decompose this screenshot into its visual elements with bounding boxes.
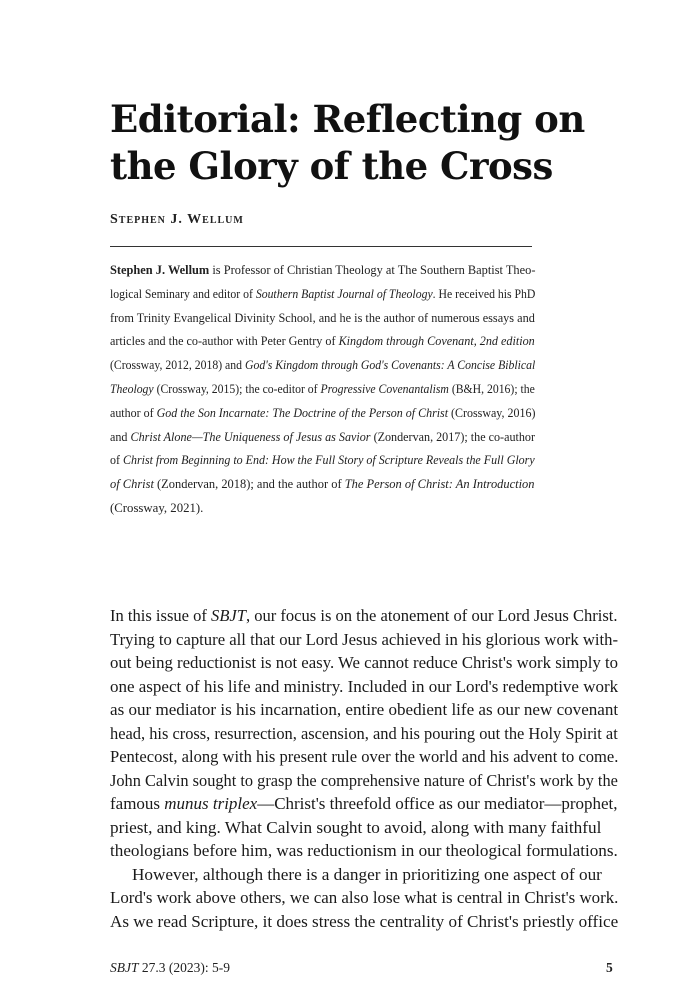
article-title (110, 96, 630, 190)
bio-line: and Christ Alone—The Uniqueness of Jesus as Savior (Zondervan, 2017); the co-author (110, 429, 536, 444)
book-title: Progressive Covenantalism (320, 381, 449, 396)
bio-line: Theology (Crossway, 2015); the co-editor of Progressive Covenantalism (B&H, 2016); the (110, 381, 535, 396)
body-line: As we read Scripture, it does stress the centrality of Christ's priestly office (110, 911, 619, 931)
footer-citation: SBJT 27.3 (2023): 5-9 (110, 960, 230, 975)
divider-rule (110, 246, 532, 247)
book-title: Theology (110, 381, 154, 396)
body-line: Trying to capture all that our Lord Jesus achieved in his glorious work with- (110, 629, 619, 649)
book-title: Kingdom through Covenant, 2nd edition (338, 334, 535, 349)
body-line: as our mediator is his incarnation, entire obedient life as our new covenant (110, 700, 619, 719)
bio-line: of Christ from Beginning to End: How the Full Story of Scripture Reveals the Full Glory (110, 453, 535, 468)
title-line-1: Editorial: Reflecting on (110, 97, 585, 141)
article-body (110, 604, 618, 933)
book-title: God the Son Incarnate: The Doctrine of the Person of Christ (156, 405, 449, 420)
body-line: out being reductionist is not easy. We cannot reduce Christ's work simply to (110, 653, 619, 672)
body-line: Pentecost, along with his present rule over the world and his advent to come. (110, 747, 619, 766)
journal-abbr: SBJT (211, 606, 246, 625)
bio-line: author of God the Son Incarnate: The Doctrine of the Person of Christ (Crossway, 2016) (110, 405, 536, 420)
body-line: In this issue of SBJT, our focus is on the atonement of our Lord Jesus Christ. (110, 606, 618, 625)
bio-line: (Crossway, 2021). (110, 500, 204, 515)
body-line: However, although there is a danger in prioritizing one aspect of our (132, 864, 602, 884)
bio-line: of Christ (Zondervan, 2018); and the author of The Person of Christ: An Introduction (110, 477, 535, 492)
body-line: priest, and king. What Calvin sought to avoid, along with many faithful (110, 817, 602, 837)
body-line: theologians before him, was reductionism in our theological formulations. (110, 841, 618, 860)
author-bio (110, 259, 535, 521)
latin-term: munus triplex (164, 794, 258, 813)
bio-line: articles and the co-author with Peter Gentry of Kingdom through Covenant, 2nd edition (110, 334, 535, 349)
book-title: God's Kingdom through God's Covenants: A Concise Biblical (244, 358, 536, 373)
bio-line: Stephen J. Wellum is Professor of Christian Theology at The Southern Baptist Theo- (110, 263, 536, 277)
body-line: Lord's work above others, we can also lose what is central in Christ's work. (110, 888, 619, 907)
body-line: one aspect of his life and ministry. Included in our Lord's redemptive work (110, 676, 619, 696)
book-title: of Christ (110, 477, 154, 492)
journal-title: Southern Baptist Journal of Theology (255, 286, 433, 301)
body-line: famous munus triplex—Christ's threefold office as our mediator—prophet, (110, 794, 618, 813)
bio-line: logical Seminary and editor of Southern Baptist Journal of Theology. He received his PhD (110, 286, 536, 301)
bio-line: (Crossway, 2012, 2018) and God's Kingdom through God's Covenants: A Concise Biblical (110, 358, 536, 373)
book-title: The Person of Christ: An Introduction (344, 477, 535, 492)
page-number: 5 (606, 960, 613, 975)
bio-author-name: Stephen J. Wellum (110, 263, 210, 277)
book-title: Christ from Beginning to End: How the Full Story of Scripture Reveals the Full Glory (122, 453, 535, 468)
body-line: John Calvin sought to grasp the comprehensive nature of Christ's work by the (110, 770, 618, 790)
title-line-2: the Glory of the Cross (110, 144, 553, 188)
book-title: Christ Alone—The Uniqueness of Jesus as Savior (130, 429, 371, 444)
author-byline: Stephen J. Wellum (110, 212, 244, 227)
bio-line: from Trinity Evangelical Divinity School, and he is the author of numerous essays and (110, 310, 535, 325)
footer-journal: SBJT (110, 960, 139, 975)
body-line: head, his cross, resurrection, ascension, and his pouring out the Holy Spirit at (110, 723, 618, 743)
